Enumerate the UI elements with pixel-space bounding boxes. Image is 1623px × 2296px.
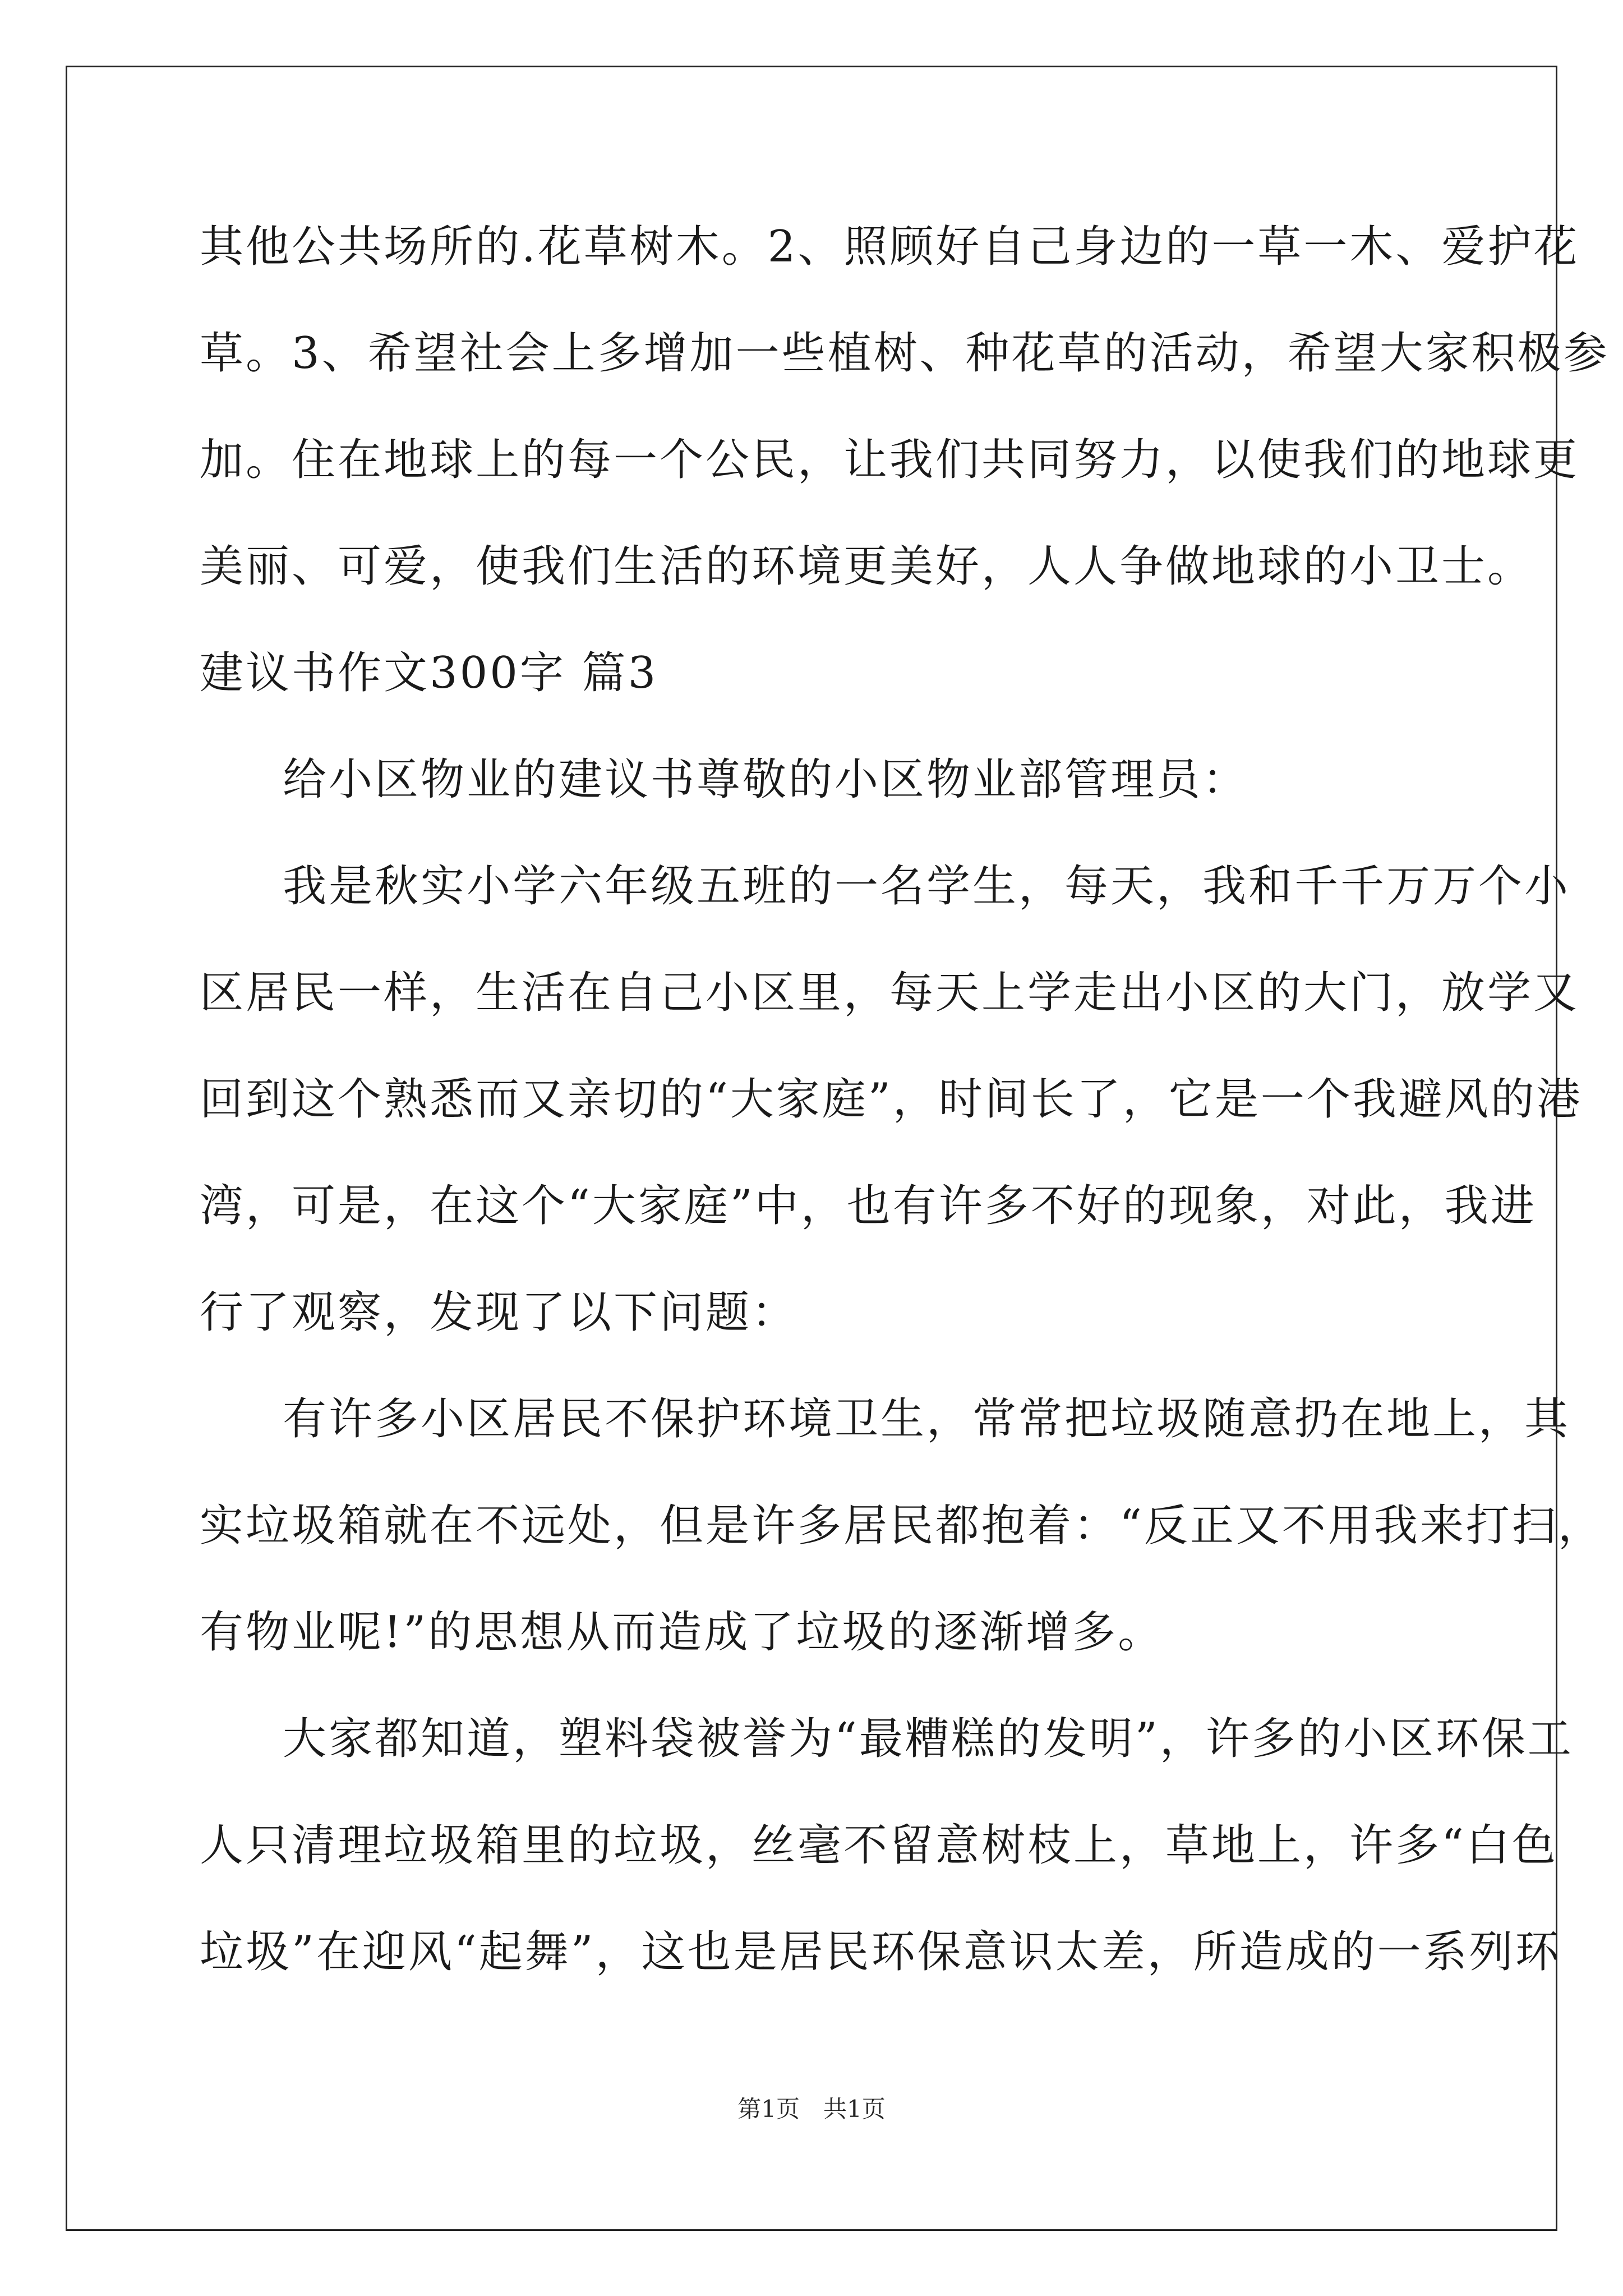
text-line: 草。3、希望社会上多增加一些植树、种花草的活动，希望大家积极参 [200,328,1610,379]
text-line: 人只清理垃圾箱里的垃圾，丝毫不留意树枝上，草地上，许多“白色 [200,1820,1558,1871]
text-line: 美丽、可爱，使我们生活的环境更美好，人人争做地球的小卫士。 [200,541,1534,592]
text-line: 我是秋实小学六年级五班的一名学生，每天，我和千千万万个小 [283,861,1571,912]
text-line: 实垃圾箱就在不远处，但是许多居民都抱着：“反正又不用我来打扫， [200,1501,1604,1551]
text-line: 行了观察，发现了以下问题： [200,1287,798,1338]
text-line: 垃圾”在迎风“起舞”，这也是居民环保意识太差，所造成的一系列环 [200,1927,1561,1977]
salutation-line: 给小区物业的建议书尊敬的小区物业部管理员： [283,754,1249,805]
text-line: 湾，可是，在这个“大家庭”中，也有许多不好的现象，对此，我进 [200,1181,1537,1231]
page-footer: 第1页 共1页 [737,2095,886,2123]
section-heading: 建议书作文300字 篇3 [200,648,658,698]
text-line: 区居民一样，生活在自己小区里，每天上学走出小区的大门，放学又 [200,968,1580,1018]
text-line: 加。住在地球上的每一个公民，让我们共同努力，以使我们的地球更 [200,435,1580,485]
text-line: 其他公共场所的.花草树木。2、照顾好自己身边的一草一木、爱护花 [200,222,1580,272]
text-line: 回到这个熟悉而又亲切的“大家庭”，时间长了，它是一个我避风的港 [200,1074,1583,1125]
text-line: 大家都知道，塑料袋被誉为“最糟糕的发明”，许多的小区环保工 [283,1714,1574,1764]
text-line: 有物业呢!”的思想从而造成了垃圾的逐渐增多。 [200,1607,1164,1658]
text-line: 有许多小区居民不保护环境卫生，常常把垃圾随意扔在地上，其 [283,1394,1571,1444]
page-border [66,66,1557,2231]
